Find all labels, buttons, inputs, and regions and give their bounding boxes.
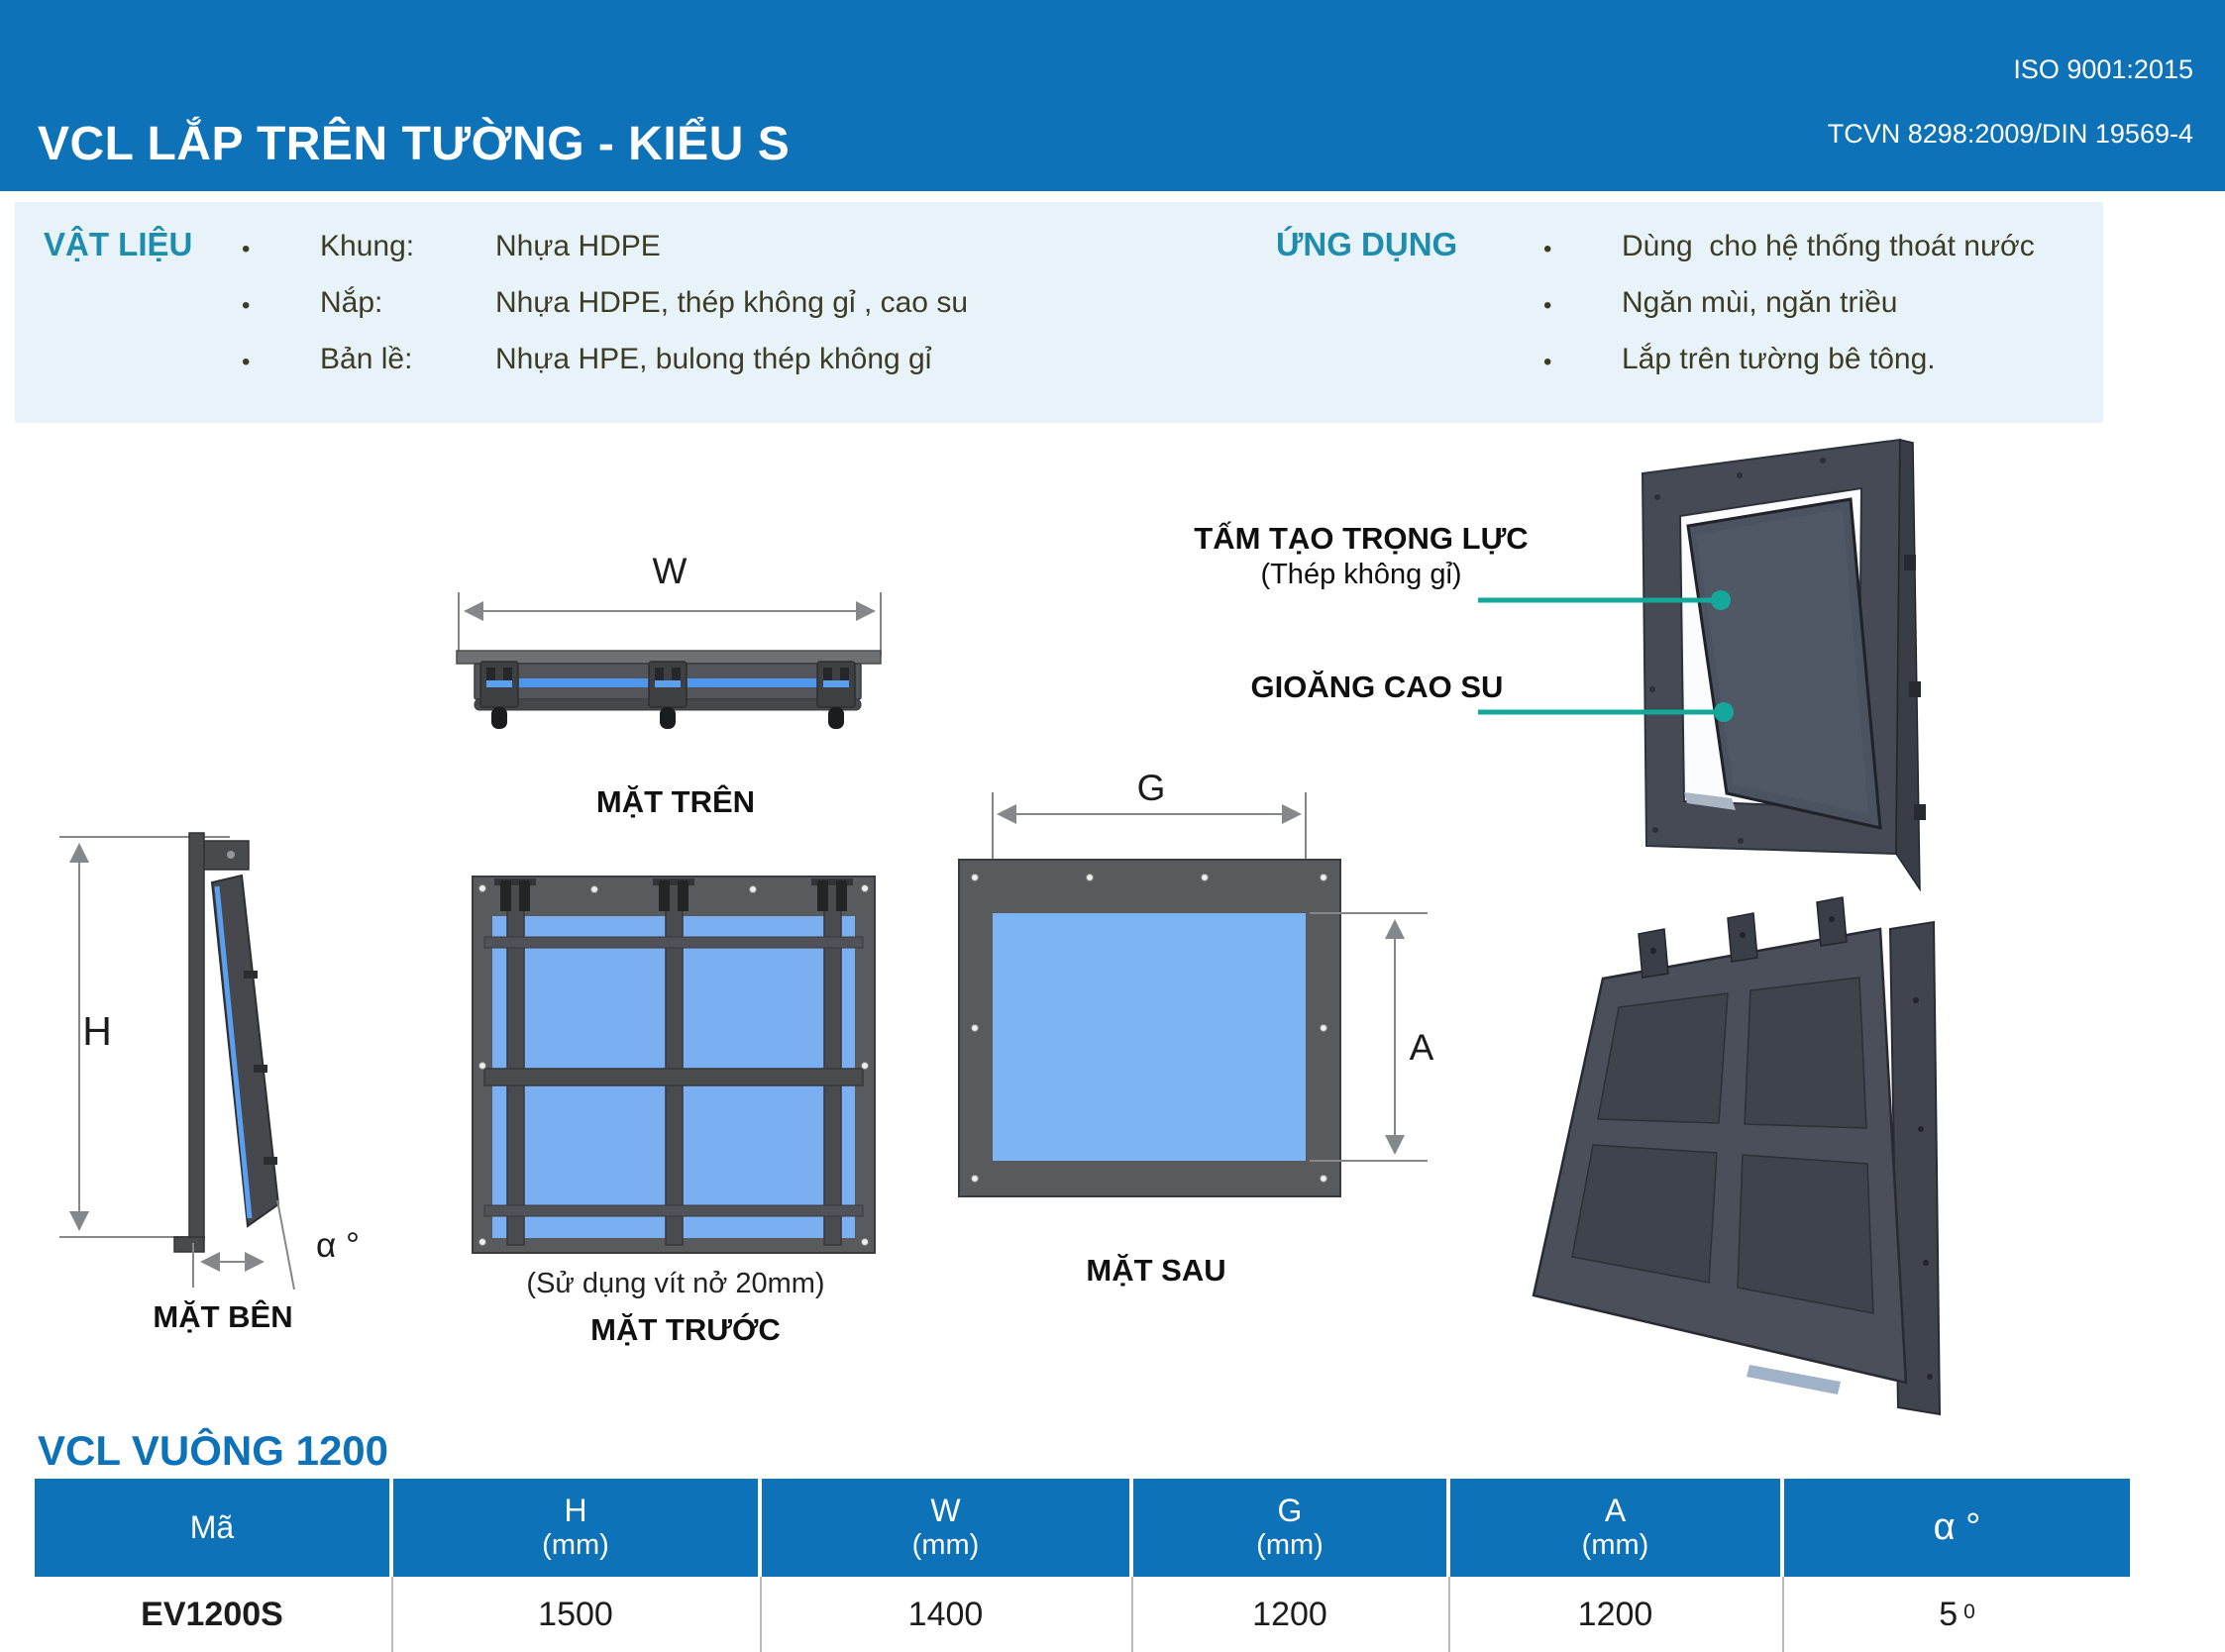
- materials-heading: VẬT LIỆU: [44, 226, 193, 262]
- spec-cell-h: 1500: [538, 1595, 613, 1633]
- table-divider: [1782, 1577, 1784, 1652]
- col-header-h: H (mm): [393, 1479, 758, 1577]
- table-divider: [1131, 1577, 1133, 1652]
- view-label-top: MẶT TRÊN: [595, 784, 756, 819]
- col-header-code: Mã: [35, 1479, 389, 1577]
- applications-heading: ỨNG DỤNG: [1276, 226, 1458, 262]
- spec-cell-a: 1200: [1577, 1595, 1653, 1633]
- page-title: VCL LẮP TRÊN TƯỜNG - KIỂU S: [38, 118, 791, 171]
- spec-cell-code: EV1200S: [141, 1595, 283, 1633]
- bullet-icon: •: [1543, 349, 1552, 375]
- col-header-alpha: α °: [1784, 1479, 2130, 1577]
- material-label: Khung:: [320, 230, 415, 262]
- dim-label-g: G: [1136, 768, 1166, 808]
- product-heading: VCL VUÔNG 1200: [38, 1427, 389, 1474]
- leader-dot-icon: [1714, 702, 1734, 722]
- material-label: Nắp:: [320, 286, 383, 319]
- dim-label-alpha: α °: [316, 1226, 360, 1265]
- spec-cell-w: 1400: [907, 1595, 984, 1633]
- render-open-flap-3d: [1642, 440, 1926, 889]
- bullet-icon: •: [242, 292, 251, 319]
- application-item: Lắp trên tường bê tông.: [1622, 343, 1936, 375]
- material-value: Nhựa HDPE, thép không gỉ , cao su: [495, 286, 969, 319]
- spec-cell-g: 1200: [1252, 1595, 1327, 1633]
- spec-cell-alpha: 5 0: [1939, 1595, 1975, 1633]
- dim-label-h: H: [82, 1008, 112, 1054]
- view-label-back: MẶT SAU: [1086, 1253, 1226, 1288]
- callout-gravity-plate-sub: (Thép không gỉ): [1260, 559, 1462, 590]
- col-header-w: W (mm): [762, 1479, 1129, 1577]
- callout-rubber-gasket-label: GIOĂNG CAO SU: [1250, 670, 1504, 704]
- col-header-a: A (mm): [1450, 1479, 1780, 1577]
- front-view-drawing: [473, 877, 875, 1253]
- application-item: Ngăn mùi, ngăn triều: [1622, 286, 1898, 319]
- bullet-icon: •: [242, 236, 251, 262]
- table-divider: [760, 1577, 762, 1652]
- leader-dot-icon: [1711, 590, 1731, 610]
- col-header-g: G (mm): [1133, 1479, 1446, 1577]
- render-ribbed-back-3d: [1534, 897, 1940, 1414]
- side-view-drawing: [59, 833, 294, 1290]
- bullet-icon: •: [1543, 292, 1552, 319]
- material-value: Nhựa HDPE: [495, 230, 661, 262]
- bullet-icon: •: [1543, 236, 1552, 262]
- callout-gravity-plate-label: TẤM TẠO TRỌNG LỰC: [1194, 521, 1529, 556]
- material-label: Bản lề:: [320, 343, 413, 375]
- front-view-note: (Sử dụng vít nở 20mm): [526, 1268, 825, 1299]
- material-value: Nhựa HPE, bulong thép không gỉ: [495, 343, 932, 375]
- view-label-side: MẶT BÊN: [153, 1299, 293, 1334]
- top-view-drawing: [457, 592, 881, 729]
- table-divider: [391, 1577, 393, 1652]
- back-view-drawing: [959, 792, 1428, 1196]
- dim-label-w: W: [652, 551, 688, 591]
- bullet-icon: •: [242, 349, 251, 375]
- cert-iso-label: ISO 9001:2015: [2013, 54, 2193, 84]
- dim-label-a: A: [1409, 1027, 1434, 1068]
- table-divider: [1448, 1577, 1450, 1652]
- view-label-front: MẶT TRƯỚC: [590, 1312, 781, 1347]
- application-item: Dùng cho hệ thống thoát nước: [1622, 230, 2035, 262]
- cert-tcvn-label: TCVN 8298:2009/DIN 19569-4: [1827, 119, 2193, 149]
